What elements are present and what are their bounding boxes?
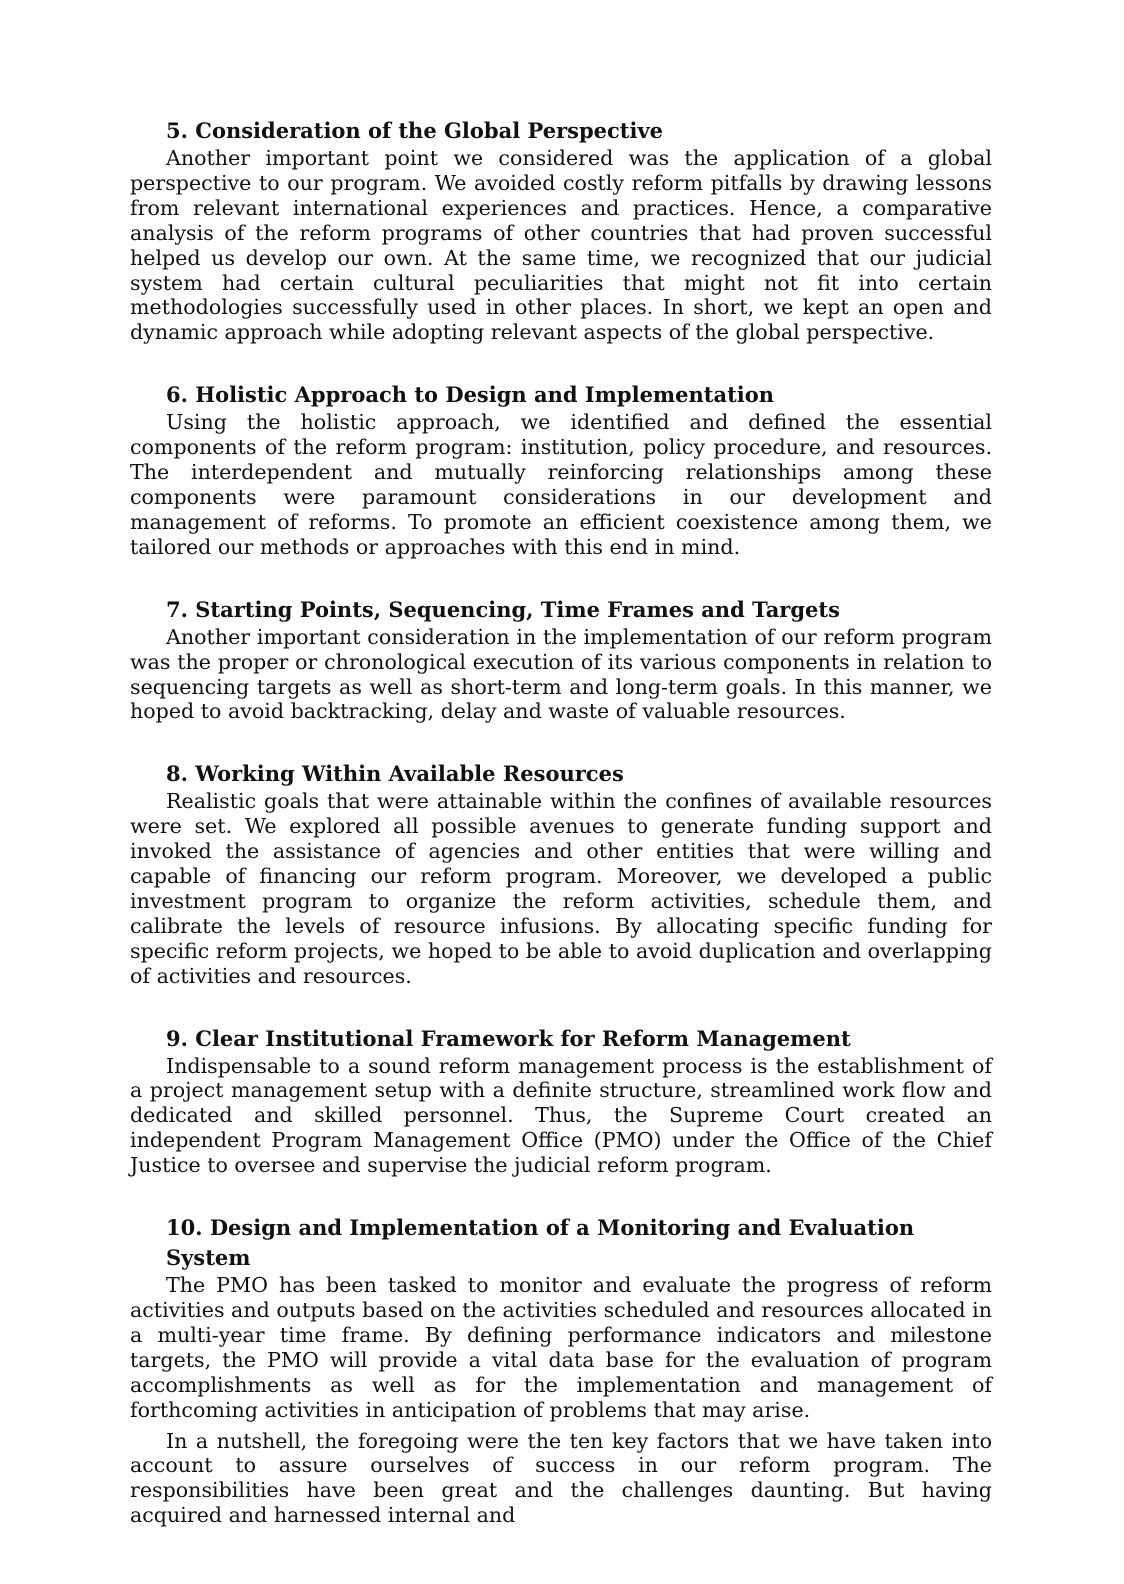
section-paragraph: Realistic goals that were attainable within the confines of available resources were set. We explored all possible avenues to generate funding support and invoked the assistance of agencies and other entities that were willing and capable of financing our reform program. Moreover, we developed a public investment program to organize the reform activities, schedule them, and calibrate the levels of resource infusions. By allocating specific funding for specific reform projects, we hoped to be able to avoid duplication and overlapping of activities and resources.	[130, 789, 992, 988]
section-heading: 6. Holistic Approach to Design and Implementation	[166, 382, 775, 408]
document-page	[130, 116, 992, 1528]
section-paragraph: Indispensable to a sound reform management process is the establishment of a project management setup with a definite structure, streamlined work flow and dedicated and skilled personnel. Thus, the Supreme Court created an independent Program Management Office (PMO) under the Office of the Chief Justice to oversee and supervise the judicial reform program.	[130, 1053, 992, 1178]
section-paragraph: The PMO has been tasked to monitor and evaluate the progress of reform activities and outputs based on the activities scheduled and resources allocated in a multi-year time frame. By defining performance indicators and milestone targets, the PMO will provide a vital data base for the evaluation of program accomplishments as well as for the implementation and management of forthcoming activities in anticipation of problems that may arise.	[130, 1273, 993, 1422]
section-10	[130, 1213, 992, 1528]
section-6	[130, 380, 992, 559]
section-5	[130, 116, 992, 345]
section-heading: 9. Clear Institutional Framework for Reform Management	[166, 1025, 851, 1051]
section-8	[130, 759, 992, 988]
section-heading: 8. Working Within Available Resources	[166, 761, 624, 787]
section-paragraph: Using the holistic approach, we identified and defined the essential components of the reform program: institution, policy procedure, and resources. The interdependent and mutually reinforcing relationships among these components were paramount considerations in our development and management of reforms. To promote an efficient coexistence among them, we tailored our methods or approaches with this end in mind.	[130, 410, 992, 559]
section-7	[130, 595, 992, 725]
section-heading: 10. Design and Implementation of a Monitoring and Evaluation System	[166, 1215, 915, 1271]
section-9	[130, 1024, 992, 1179]
section-paragraph: Another important consideration in the implementation of our reform program was the proper or chronological execution of its various components in relation to sequencing targets as well as short-term and long-term goals. In this manner, we hoped to avoid backtracking, delay and waste of valuable resources.	[130, 624, 992, 724]
section-heading: 7. Starting Points, Sequencing, Time Frames and Targets	[166, 596, 840, 622]
section-heading: 5. Consideration of the Global Perspective	[166, 118, 664, 143]
closing-paragraph: In a nutshell, the foregoing were the ten key factors that we have taken into account to assure ourselves of success in our reform program. The responsibilities have been great and the challenges daunting. But having acquired and harnessed internal and	[130, 1428, 992, 1528]
section-paragraph: Another important point we considered was the application of a global perspective to our program. We avoided costly reform pitfalls by drawing lessons from relevant international experiences and practices. Hence, a comparative analysis of the reform programs of other countries that had proven successful helped us develop our own. At the same time, we recognized that our judicial system had certain cultural peculiarities that might not fit into certain methodologies successfully used in other places. In short, we kept an open and dynamic approach while adopting relevant aspects of the global perspective.	[130, 146, 992, 345]
